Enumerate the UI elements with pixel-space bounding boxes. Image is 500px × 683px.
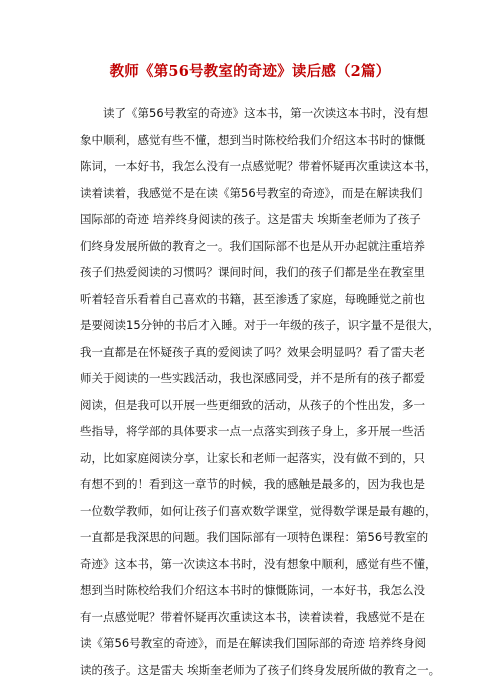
body-line: 想到当时陈校给我们介绍这本书时的慷慨陈词，一本好书，我怎么没 xyxy=(80,577,440,604)
body-line: 象中顺利，感觉有些不懂，想到当时陈校给我们介绍这本书时的慷慨 xyxy=(80,127,440,154)
body-line: 听着轻音乐看着自己喜欢的书籍，甚至渗透了家庭，每晚睡觉之前也 xyxy=(80,286,440,313)
body-line: 有一点感觉呢？带着怀疑再次重读这本书，读着读着，我感觉不是在 xyxy=(80,604,440,631)
body-line: 师关于阅读的一些实践活动，我也深感同受，并不是所有的孩子都爱 xyxy=(80,365,440,392)
body-line: 读《第56号教室的奇迹》，而是在解读我们国际部的奇迹 培养终身阅 xyxy=(80,630,440,657)
document-body xyxy=(80,100,440,683)
body-line: 阅读，但是我可以开展一些更细致的活动，从孩子的个性出发，多一 xyxy=(80,392,440,419)
body-line: 读了《第56号教室的奇迹》这本书，第一次读这本书时，没有想 xyxy=(80,100,440,127)
body-line: 们终身发展所做的教育之一。我们国际部不也是从开办起就注重培养 xyxy=(80,233,440,260)
body-line: 一直都是我深思的问题。我们国际部有一项特色课程：第56号教室的 xyxy=(80,524,440,551)
body-line: 我一直都是在怀疑孩子真的爱阅读了吗？效果会明显吗？看了雷夫老 xyxy=(80,339,440,366)
body-line: 动，比如家庭阅读分享，让家长和老师一起落实，没有做不到的，只 xyxy=(80,445,440,472)
body-line: 读着读着，我感觉不是在读《第56号教室的奇迹》，而是在解读我们 xyxy=(80,180,440,207)
body-line: 陈词，一本好书，我怎么没有一点感觉呢？带着怀疑再次重读这本书， xyxy=(80,153,440,180)
body-line: 些指导，将学部的具体要求一点一点落实到孩子身上，多开展一些活 xyxy=(80,418,440,445)
body-line: 一位数学教师，如何让孩子们喜欢数学课堂，觉得数学课是最有趣的， xyxy=(80,498,440,525)
body-line: 有想不到的！看到这一章节的时候，我的感触是最多的，因为我也是 xyxy=(80,471,440,498)
body-line: 是要阅读15分钟的书后才入睡。对于一年级的孩子，识字量不是很大， xyxy=(80,312,440,339)
document-title: 教师《第56号教室的奇迹》读后感（2篇） xyxy=(0,62,500,82)
body-line: 读的孩子。这是雷夫 埃斯奎老师为了孩子们终身发展所做的教育之一。 xyxy=(80,657,440,683)
body-line: 奇迹》这本书，第一次读这本书时，没有想象中顺利，感觉有些不懂， xyxy=(80,551,440,578)
body-line: 国际部的奇迹 培养终身阅读的孩子。这是雷夫 埃斯奎老师为了孩子 xyxy=(80,206,440,233)
body-line: 孩子们热爱阅读的习惯吗？课间时间，我们的孩子们都是坐在教室里 xyxy=(80,259,440,286)
